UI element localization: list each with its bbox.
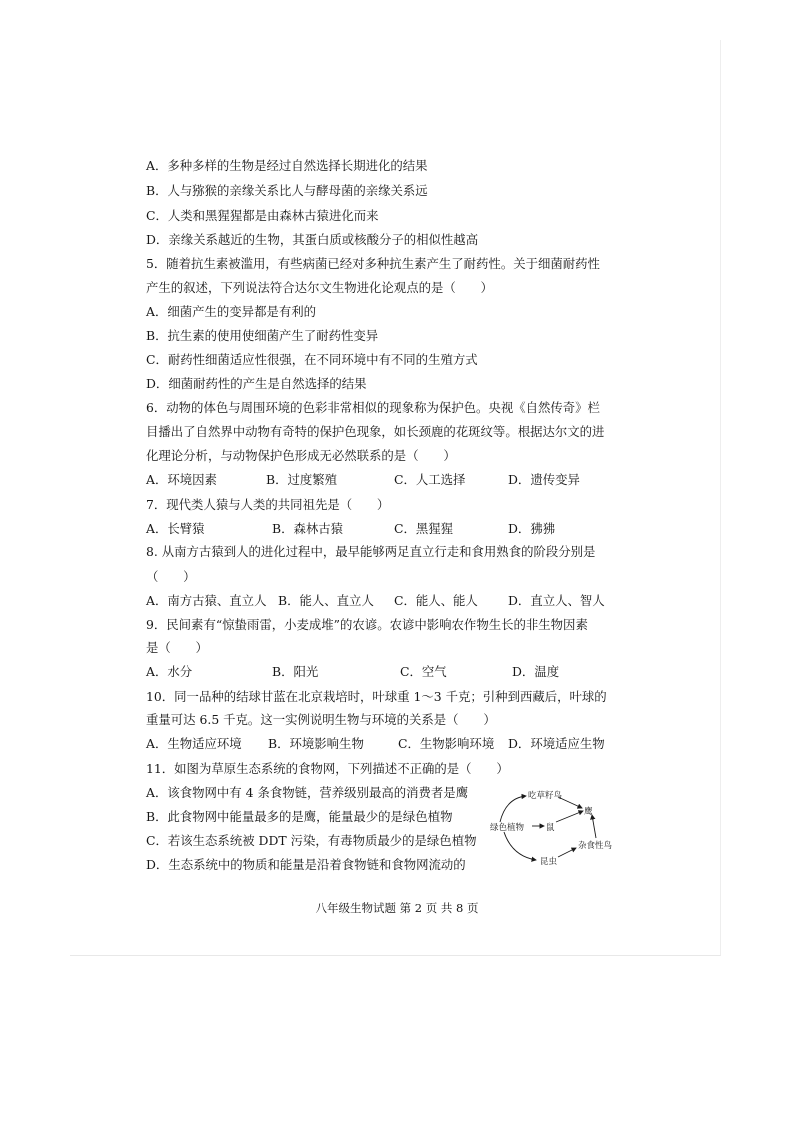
q5-option-b: B．抗生素的使用使细菌产生了耐药性变异: [146, 328, 379, 343]
q6-option-c: C．人工选择: [394, 472, 466, 487]
node-omnivore-bird: 杂食性鸟: [578, 841, 613, 851]
arrow-omnivore-bird-to-eagle: [592, 815, 596, 838]
q9-option-c: C．空气: [400, 664, 447, 679]
q8-option-c: C．能人、能人: [394, 593, 478, 608]
q6-stem-line3: 化理论分析，与动物保护色形成无必然联系的是（ ）: [146, 448, 456, 463]
q4-option-b: B．人与猕猴的亲缘关系比人与酵母菌的亲缘关系远: [146, 183, 428, 198]
q8-stem-line2: （ ）: [146, 569, 196, 584]
q7-option-c: C．黑猩猩: [394, 521, 454, 536]
node-plant: 绿色植物: [490, 823, 525, 833]
food-web-diagram: [486, 784, 626, 874]
q8-stem-line1: 8. 从南方古猿到人的进化过程中，最早能够两足直立行走和食用熟食的阶段分别是: [146, 544, 596, 559]
q10-option-a: A．生物适应环境: [146, 736, 242, 751]
node-insect: 昆虫: [540, 857, 558, 867]
q6-stem-line1: 6．动物的体色与周围环境的色彩非常相似的现象称为保护色。央视《自然传奇》栏: [146, 400, 600, 415]
q8-option-d: D．直立人、智人: [508, 593, 605, 608]
q5-option-d: D．细菌耐药性的产生是自然选择的结果: [146, 376, 367, 391]
q11-option-c: C．若该生态系统被 DDT 污染，有毒物质最少的是绿色植物: [146, 833, 477, 848]
q7-option-a: A．长臂猿: [146, 521, 205, 536]
node-eagle: 鹰: [584, 807, 593, 817]
q9-option-d: D．温度: [512, 664, 560, 679]
q11-stem: 11．如图为草原生态系统的食物网，下列描述不正确的是（ ）: [146, 761, 509, 776]
q5-option-a: A．细菌产生的变异都是有利的: [146, 304, 317, 319]
q6-option-d: D．遗传变异: [508, 472, 580, 487]
q4-option-a: A．多种多样的生物是经过自然选择长期进化的结果: [146, 158, 428, 173]
q9-stem-line2: 是（ ）: [146, 640, 208, 655]
q11-option-d: D．生态系统中的物质和能量是沿着食物链和食物网流动的: [146, 857, 466, 872]
q8-option-a: A．南方古猿、直立人: [146, 593, 267, 608]
page-footer: 八年级生物试题 第 2 页 共 8 页: [315, 901, 479, 915]
q9-stem-line1: 9．民间素有“惊蛰雨雷，小麦成堆”的农谚。农谚中影响农作物生长的非生物因素: [146, 617, 588, 632]
q10-option-c: C．生物影响环境: [398, 736, 495, 751]
q10-option-b: B．环境影响生物: [268, 736, 364, 751]
q6-stem-line2: 目播出了自然界中动物有奇特的保护色现象，如长颈鹿的花斑纹等。根据达尔文的进: [146, 424, 605, 439]
q11-option-a: A．该食物网中有 4 条食物链，营养级别最高的消费者是鹰: [146, 785, 469, 800]
arrow-plant-to-seed-bird: [500, 796, 526, 822]
q9-option-b: B．阳光: [272, 664, 319, 679]
q5-stem-line2: 产生的叙述，下列说法符合达尔文生物进化论观点的是（ ）: [146, 280, 493, 295]
arrow-insect-to-omnivore-bird: [558, 848, 576, 857]
q4-option-c: C．人类和黑猩猩都是由森林古猿进化而来: [146, 208, 379, 223]
q6-option-a: A．环境因素: [146, 472, 217, 487]
q10-stem-line2: 重量可达 6.5 千克。这一实例说明生物与环境的关系是（ ）: [146, 712, 496, 727]
q5-option-c: C．耐药性细菌适应性很强，在不同环境中有不同的生殖方式: [146, 352, 478, 367]
q4-option-d: D．亲缘关系越近的生物，其蛋白质或核酸分子的相似性越高: [146, 232, 479, 247]
q7-option-b: B．森林古猿: [272, 521, 344, 536]
q6-option-b: B．过度繁殖: [266, 472, 338, 487]
q7-option-d: D．狒狒: [508, 521, 556, 536]
arrow-mouse-to-eagle: [556, 811, 583, 822]
q8-option-b: B．能人、直立人: [278, 593, 374, 608]
q10-option-d: D．环境适应生物: [508, 736, 605, 751]
q10-stem-line1: 10．同一品种的结球甘蓝在北京栽培时，叶球重 1～3 千克；引种到西藏后，叶球的: [146, 689, 607, 704]
q7-stem: 7．现代类人猿与人类的共同祖先是（ ）: [146, 497, 390, 512]
q5-stem-line1: 5．随着抗生素被滥用，有些病菌已经对多种抗生素产生了耐药性。关于细菌耐药性: [146, 256, 600, 271]
q11-option-b: B．此食物网中能量最多的是鹰，能量最少的是绿色植物: [146, 809, 453, 824]
node-seed-bird: 吃草籽鸟: [528, 791, 563, 801]
q9-option-a: A．水分: [146, 664, 193, 679]
arrow-plant-to-insect: [504, 832, 536, 860]
node-mouse: 鼠: [546, 823, 555, 833]
